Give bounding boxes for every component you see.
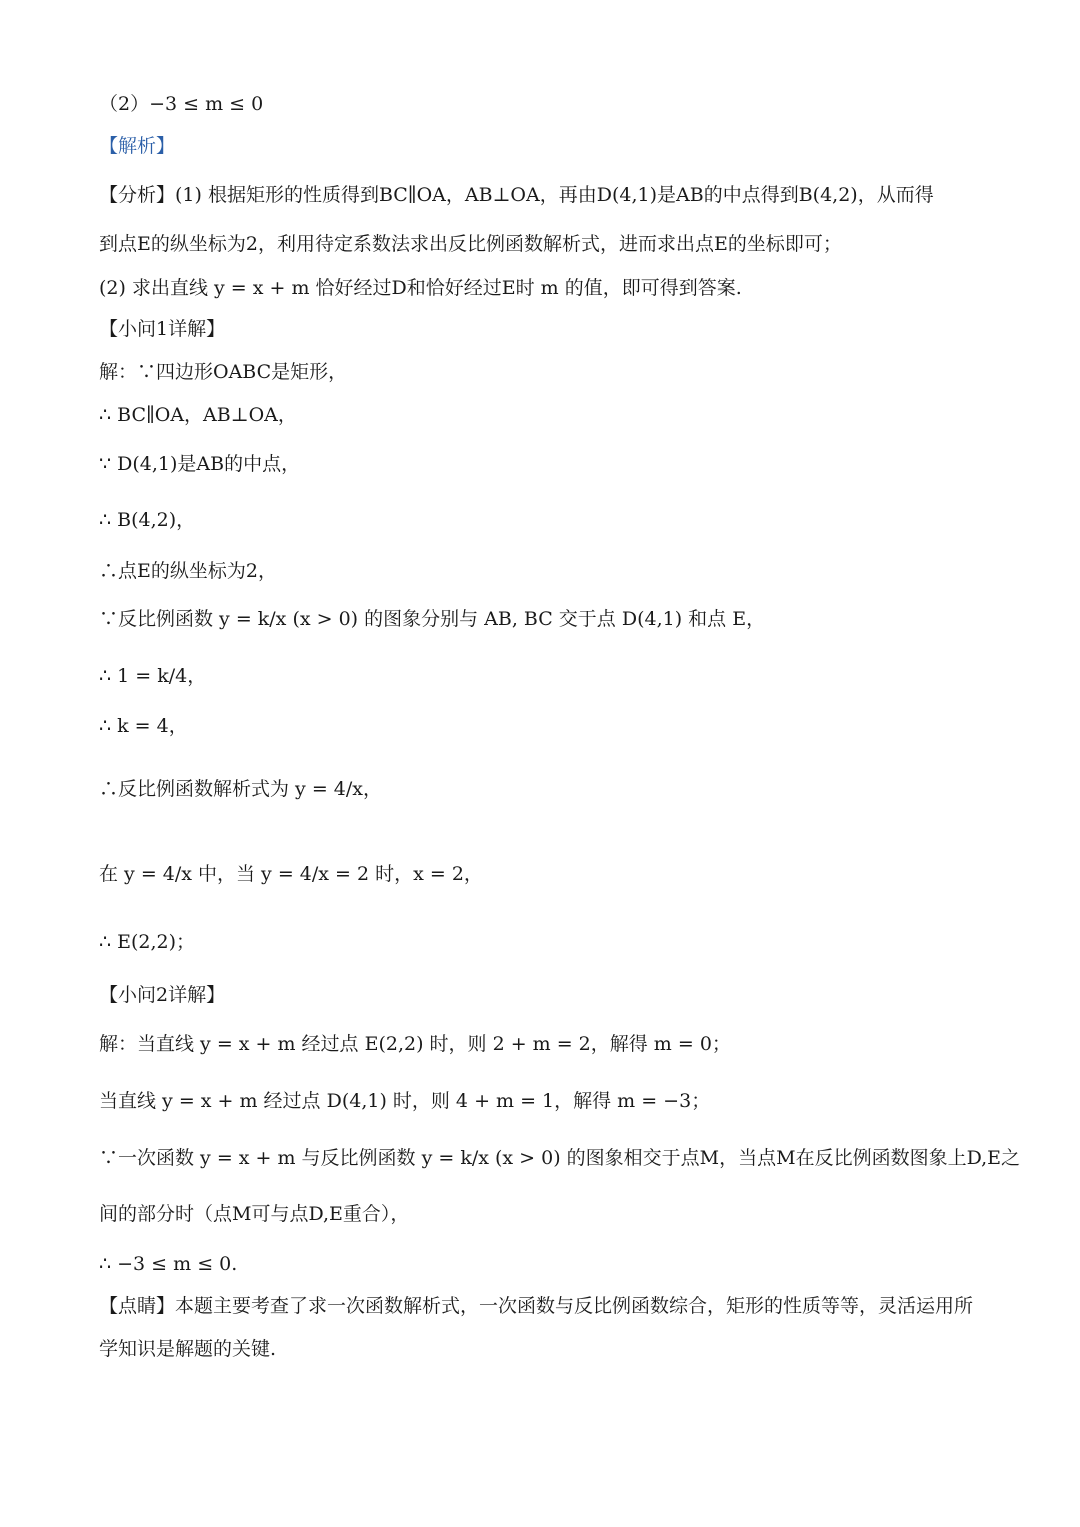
solution-2-line-5: ∴ −3 ≤ m ≤ 0. — [99, 1253, 238, 1275]
solution-2-line-3: ∵一次函数 y = x + m 与反比例函数 y = k/x (x > 0) 的图象相交于点M，当点M在反比例函数图象上D,E之 — [99, 1147, 1021, 1169]
solution-1-line-11: ∴ E(2,2)； — [99, 931, 196, 953]
analysis-line-1: 【分析】(1) 根据矩形的性质得到BC∥OA，AB⊥OA，再由D(4,1)是AB的中点得到B(4,2)，从而得 — [99, 184, 934, 206]
solution-2-line-1: 解：当直线 y = x + m 经过点 E(2,2) 时，则 2 + m = 2，解得 m = 0； — [99, 1033, 731, 1055]
analysis-line-2: 到点E的纵坐标为2，利用待定系数法求出反比例函数解析式，进而求出点E的坐标即可； — [99, 233, 842, 255]
solution-1-line-4: ∴ B(4,2)， — [99, 509, 196, 531]
solution-1-line-10: 在 y = 4/x 中，当 y = 4/x = 2 时，x = 2， — [99, 863, 483, 885]
solution-1-line-2: ∴ BC∥OA，AB⊥OA， — [99, 404, 297, 426]
solution-1-line-6: ∵反比例函数 y = k/x (x > 0) 的图象分别与 AB, BC 交于点 D(4,1) 和点 E， — [99, 608, 766, 630]
answer-part-2: （2）−3 ≤ m ≤ 0 — [99, 93, 264, 115]
solution-2-line-4: 间的部分时（点M可与点D,E重合）， — [99, 1203, 410, 1225]
solution-1-line-8: ∴ k = 4， — [99, 715, 188, 737]
heading-question-1: 【小问1详解】 — [99, 318, 226, 340]
solution-1-line-1: 解：∵四边形OABC是矩形， — [99, 361, 348, 383]
comment-line-2: 学知识是解题的关键. — [99, 1338, 277, 1360]
comment-line-1: 【点睛】本题主要考查了求一次函数解析式，一次函数与反比例函数综合，矩形的性质等等，灵活运用所 — [99, 1295, 974, 1317]
solution-1-line-9: ∴反比例函数解析式为 y = 4/x， — [99, 778, 382, 800]
solution-1-line-7: ∴ 1 = k/4， — [99, 665, 207, 687]
solution-1-line-5: ∴点E的纵坐标为2， — [99, 560, 277, 582]
heading-question-2: 【小问2详解】 — [99, 984, 226, 1006]
analysis-line-3: (2) 求出直线 y = x + m 恰好经过D和恰好经过E时 m 的值，即可得到答案. — [99, 277, 742, 299]
section-jiexi: 【解析】 — [99, 135, 176, 157]
solution-2-line-2: 当直线 y = x + m 经过点 D(4,1) 时，则 4 + m = 1，解得 m = −3； — [99, 1090, 711, 1112]
solution-1-line-3: ∵ D(4,1)是AB的中点， — [99, 453, 301, 475]
